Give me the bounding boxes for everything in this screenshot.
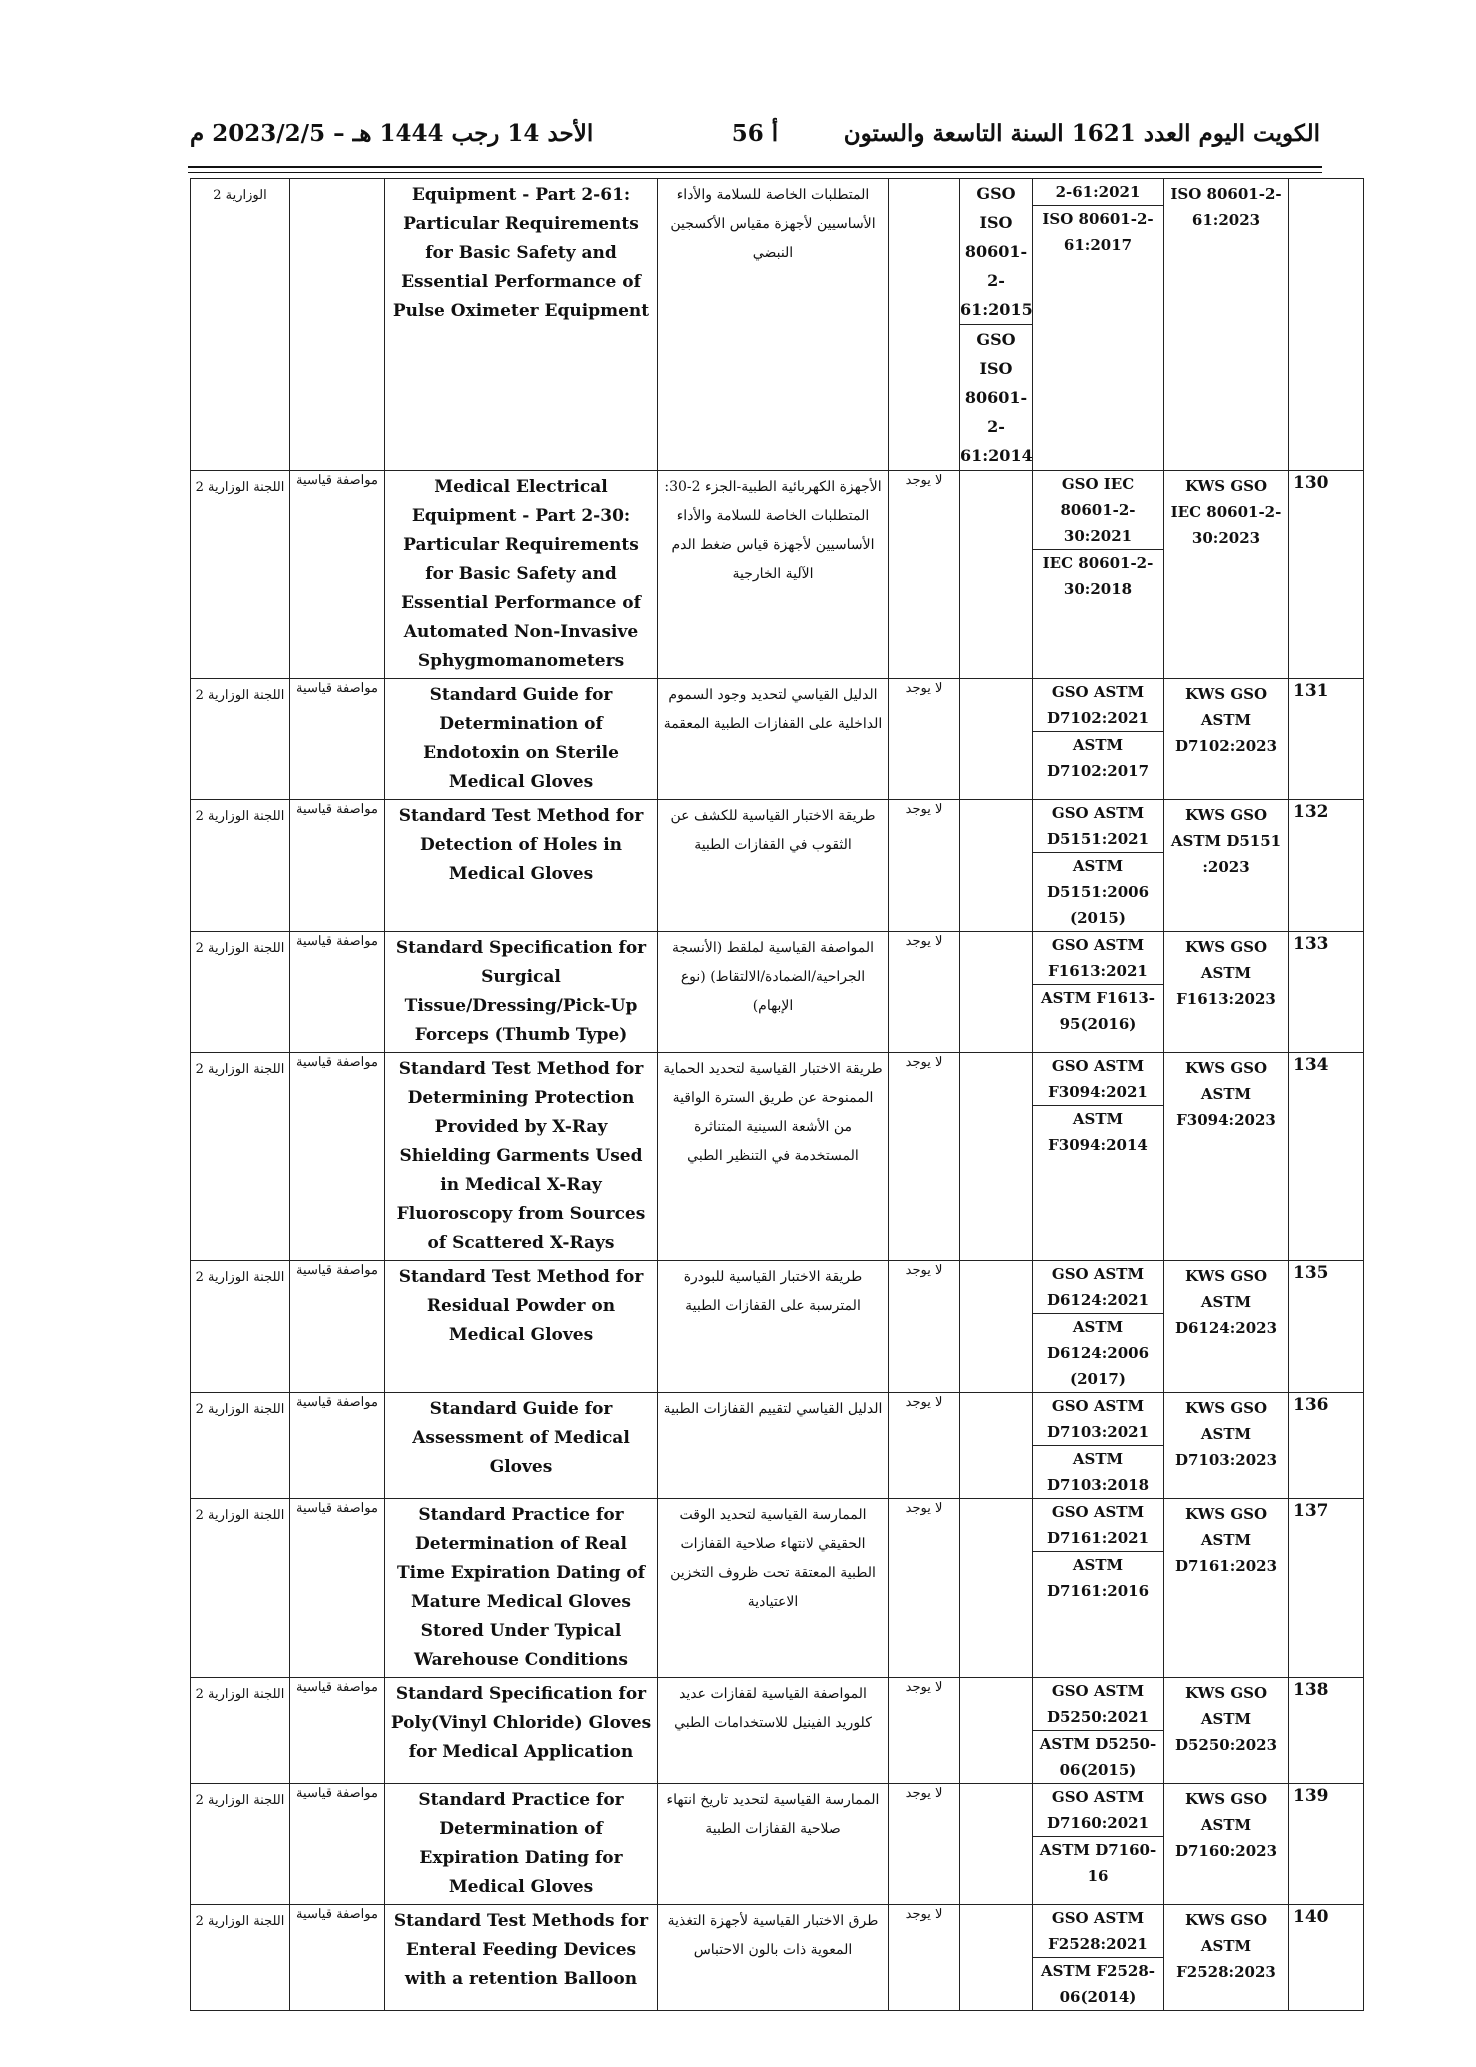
reference-standard: ASTM D5151:2006 (2015) <box>1046 857 1150 927</box>
gso-standards <box>960 471 1033 679</box>
gso-standard: GSO ISO 80601-2-61:2015 <box>960 179 1032 325</box>
row-number: 138 <box>1289 1678 1364 1784</box>
kws-standard-code: KWS GSO ASTM F1613:2023 <box>1164 932 1289 1053</box>
header-rule-thick <box>188 166 1322 168</box>
equivalent-standard: لا يوجد <box>889 471 960 679</box>
table-row <box>191 679 1364 800</box>
document-type <box>290 179 385 471</box>
arabic-title: طرق الاختبار القياسية لأجهزة التغذية المعوية ذات بالون الاحتباس <box>658 1905 889 2011</box>
arabic-title: طريقة الاختبار القياسية لتحديد الحماية الممنوحة عن طريق السترة الواقية من الأشعة السينية المتناثرة المستخدمة في التنظير الطبي <box>658 1053 889 1261</box>
english-title: Standard Practice for Determination of Expiration Dating for Medical Gloves <box>385 1784 658 1905</box>
committee: اللجنة الوزارية 2 <box>191 1905 290 2011</box>
row-number: 139 <box>1289 1784 1364 1905</box>
equivalent-standard: لا يوجد <box>889 800 960 932</box>
committee: اللجنة الوزارية 2 <box>191 471 290 679</box>
reference-standards <box>1033 1499 1164 1678</box>
document-type: مواصفة قياسية <box>290 1678 385 1784</box>
document-type: مواصفة قياسية <box>290 1499 385 1678</box>
table-row <box>191 1678 1364 1784</box>
reference-standard: ASTM D7161:2016 <box>1046 1556 1150 1600</box>
equivalent-standard: لا يوجد <box>889 1261 960 1393</box>
standards-table <box>190 178 1364 2011</box>
gso-standards <box>960 1261 1033 1393</box>
row-number: 130 <box>1289 471 1364 679</box>
document-type: مواصفة قياسية <box>290 679 385 800</box>
committee: اللجنة الوزارية 2 <box>191 1261 290 1393</box>
reference-standards <box>1033 1053 1164 1261</box>
arabic-title: الأجهزة الكهربائية الطبية-الجزء 2-30: المتطلبات الخاصة للسلامة والأداء الأساسيين لأجهزة قياس ضغط الدم الآلية الخارجية <box>658 471 889 679</box>
row-number: 140 <box>1289 1905 1364 2011</box>
reference-standard: ASTM D7103:2018 <box>1046 1450 1150 1494</box>
row-number: 135 <box>1289 1261 1364 1393</box>
reference-standards <box>1033 1261 1164 1393</box>
document-type: مواصفة قياسية <box>290 1393 385 1499</box>
reference-standards <box>1033 679 1164 800</box>
document-type: مواصفة قياسية <box>290 800 385 932</box>
reference-standard: GSO ASTM D5250:2021 <box>1033 1678 1163 1731</box>
reference-standard: ASTM F2528-06(2014) <box>1040 1962 1156 2006</box>
document-type: مواصفة قياسية <box>290 1053 385 1261</box>
kws-standard-code: KWS GSO ASTM F2528:2023 <box>1164 1905 1289 2011</box>
arabic-title: المتطلبات الخاصة للسلامة والأداء الأساسيين لأجهزة مقياس الأكسجين النبضي <box>658 179 889 471</box>
reference-standards <box>1033 1678 1164 1784</box>
equivalent-standard: لا يوجد <box>889 932 960 1053</box>
reference-standard: ASTM D7102:2017 <box>1046 736 1150 780</box>
arabic-title: الممارسة القياسية لتحديد الوقت الحقيقي لانتهاء صلاحية القفازات الطبية المعتقة تحت ظروف التخزين الاعتيادية <box>658 1499 889 1678</box>
gso-standards <box>960 1905 1033 2011</box>
table-row <box>191 800 1364 932</box>
gso-standards <box>960 679 1033 800</box>
committee: اللجنة الوزارية 2 <box>191 1784 290 1905</box>
table-row <box>191 1784 1364 1905</box>
gso-standard: GSO ISO 80601-2-61:2014 <box>960 330 1033 465</box>
gazette-issue-title: الكويت اليوم العدد 1621 السنة التاسعة والستون <box>843 120 1320 147</box>
arabic-title: الدليل القياسي لتقييم القفازات الطبية <box>658 1393 889 1499</box>
document-type: مواصفة قياسية <box>290 471 385 679</box>
reference-standards <box>1033 1393 1164 1499</box>
table-row <box>191 1261 1364 1393</box>
gso-standards <box>960 1053 1033 1261</box>
document-type: مواصفة قياسية <box>290 1261 385 1393</box>
header-rule-thin <box>188 172 1322 173</box>
reference-standards <box>1033 932 1164 1053</box>
equivalent-standard: لا يوجد <box>889 1393 960 1499</box>
kws-standard-code: ISO 80601-2-61:2023 <box>1164 179 1289 471</box>
committee: اللجنة الوزارية 2 <box>191 1678 290 1784</box>
reference-standards <box>1033 179 1164 471</box>
gso-standards <box>960 1393 1033 1499</box>
kws-standard-code: KWS GSO ASTM D7102:2023 <box>1164 679 1289 800</box>
kws-standard-code: KWS GSO IEC 80601-2-30:2023 <box>1164 471 1289 679</box>
table-row <box>191 471 1364 679</box>
reference-standard: ISO 80601-2-61:2017 <box>1042 210 1154 254</box>
reference-standard: GSO ASTM F1613:2021 <box>1033 932 1163 985</box>
english-title: Standard Guide for Assessment of Medical Gloves <box>385 1393 658 1499</box>
kws-standard-code: KWS GSO ASTM D7103:2023 <box>1164 1393 1289 1499</box>
document-type: مواصفة قياسية <box>290 1905 385 2011</box>
kws-standard-code: KWS GSO ASTM D7160:2023 <box>1164 1784 1289 1905</box>
gso-standards <box>960 800 1033 932</box>
gso-standards <box>960 1499 1033 1678</box>
reference-standard: GSO ASTM D5151:2021 <box>1033 800 1163 853</box>
english-title: Standard Test Methods for Enteral Feeding Devices with a retention Balloon <box>385 1905 658 2011</box>
english-title: Standard Specification for Poly(Vinyl Chloride) Gloves for Medical Application <box>385 1678 658 1784</box>
kws-standard-code: KWS GSO ASTM F3094:2023 <box>1164 1053 1289 1261</box>
table-row <box>191 932 1364 1053</box>
reference-standards <box>1033 1905 1164 2011</box>
committee: اللجنة الوزارية 2 <box>191 800 290 932</box>
document-type: مواصفة قياسية <box>290 932 385 1053</box>
equivalent-standard: لا يوجد <box>889 1499 960 1678</box>
table-row <box>191 1905 1364 2011</box>
reference-standard: GSO IEC 80601-2-30:2021 <box>1033 471 1163 550</box>
reference-standard: ASTM D5250-06(2015) <box>1039 1735 1157 1779</box>
reference-standard: ASTM F1613-95(2016) <box>1040 989 1156 1033</box>
equivalent-standard <box>889 179 960 471</box>
reference-standards <box>1033 471 1164 679</box>
publication-date: الأحد 14 رجب 1444 هـ – 2023/2/5 م <box>190 120 594 147</box>
english-title: Equipment - Part 2-61: Particular Requirements for Basic Safety and Essential Performance of Pulse Oximeter Equipment <box>385 179 658 471</box>
reference-standard: 2-61:2021 <box>1033 179 1163 206</box>
table-row <box>191 1053 1364 1261</box>
equivalent-standard: لا يوجد <box>889 1678 960 1784</box>
english-title: Standard Guide for Determination of Endotoxin on Sterile Medical Gloves <box>385 679 658 800</box>
arabic-title: الممارسة القياسية لتحديد تاريخ انتهاء صلاحية القفازات الطبية <box>658 1784 889 1905</box>
committee: اللجنة الوزارية 2 <box>191 679 290 800</box>
kws-standard-code: KWS GSO ASTM D5250:2023 <box>1164 1678 1289 1784</box>
committee: اللجنة الوزارية 2 <box>191 932 290 1053</box>
reference-standard: GSO ASTM F2528:2021 <box>1033 1905 1163 1958</box>
reference-standards <box>1033 800 1164 932</box>
arabic-title: المواصفة القياسية لملقط (الأنسجة الجراحية/الضمادة/الالتقاط) (نوع الإبهام) <box>658 932 889 1053</box>
english-title: Standard Test Method for Residual Powder on Medical Gloves <box>385 1261 658 1393</box>
reference-standard: GSO ASTM F3094:2021 <box>1033 1053 1163 1106</box>
arabic-title: الدليل القياسي لتحديد وجود السموم الداخلية على القفازات الطبية المعقمة <box>658 679 889 800</box>
equivalent-standard: لا يوجد <box>889 1905 960 2011</box>
kws-standard-code: KWS GSO ASTM D7161:2023 <box>1164 1499 1289 1678</box>
committee: اللجنة الوزارية 2 <box>191 1499 290 1678</box>
reference-standard: GSO ASTM D7102:2021 <box>1033 679 1163 732</box>
reference-standard: IEC 80601-2-30:2018 <box>1042 554 1154 598</box>
committee: اللجنة الوزارية 2 <box>191 1053 290 1261</box>
document-type: مواصفة قياسية <box>290 1784 385 1905</box>
table-row <box>191 1393 1364 1499</box>
english-title: Standard Practice for Determination of Real Time Expiration Dating of Mature Medical Gloves Stored Under Typical Warehouse Conditions <box>385 1499 658 1678</box>
page-header <box>190 120 1320 160</box>
table-row <box>191 179 1364 471</box>
english-title: Standard Test Method for Determining Protection Provided by X-Ray Shielding Garments Used in Medical X-Ray Fluoroscopy from Sources of Scattered X-Rays <box>385 1053 658 1261</box>
equivalent-standard: لا يوجد <box>889 679 960 800</box>
gso-standards <box>960 179 1033 471</box>
english-title: Medical Electrical Equipment - Part 2-30: Particular Requirements for Basic Safety and Essential Performance of Automated Non-Invasive Sphygmomanometers <box>385 471 658 679</box>
reference-standard: ASTM D7160-16 <box>1039 1841 1157 1885</box>
kws-standard-code: KWS GSO ASTM D6124:2023 <box>1164 1261 1289 1393</box>
committee: اللجنة الوزارية 2 <box>191 1393 290 1499</box>
row-number: 137 <box>1289 1499 1364 1678</box>
arabic-title: طريقة الاختبار القياسية للكشف عن الثقوب في القفازات الطبية <box>658 800 889 932</box>
gso-standards <box>960 1784 1033 1905</box>
row-number: 132 <box>1289 800 1364 932</box>
committee: الوزارية 2 <box>191 179 290 471</box>
reference-standard: ASTM F3094:2014 <box>1048 1110 1148 1154</box>
equivalent-standard: لا يوجد <box>889 1784 960 1905</box>
reference-standards <box>1033 1784 1164 1905</box>
kws-standard-code: KWS GSO ASTM D5151 :2023 <box>1164 800 1289 932</box>
arabic-title: المواصفة القياسية لقفازات عديد كلوريد الفينيل للاستخدامات الطبي <box>658 1678 889 1784</box>
reference-standard: GSO ASTM D7161:2021 <box>1033 1499 1163 1552</box>
row-number <box>1289 179 1364 471</box>
standards-table-body <box>191 179 1364 2011</box>
reference-standard: GSO ASTM D7103:2021 <box>1033 1393 1163 1446</box>
row-number: 136 <box>1289 1393 1364 1499</box>
gso-standards <box>960 932 1033 1053</box>
page-number: أ 56 <box>731 120 779 147</box>
reference-standard: GSO ASTM D6124:2021 <box>1033 1261 1163 1314</box>
equivalent-standard: لا يوجد <box>889 1053 960 1261</box>
table-row <box>191 1499 1364 1678</box>
english-title: Standard Specification for Surgical Tissue/Dressing/Pick-Up Forceps (Thumb Type) <box>385 932 658 1053</box>
gso-standards <box>960 1678 1033 1784</box>
row-number: 133 <box>1289 932 1364 1053</box>
row-number: 134 <box>1289 1053 1364 1261</box>
reference-standard: GSO ASTM D7160:2021 <box>1033 1784 1163 1837</box>
english-title: Standard Test Method for Detection of Holes in Medical Gloves <box>385 800 658 932</box>
arabic-title: طريقة الاختبار القياسية للبودرة المترسبة على القفازات الطبية <box>658 1261 889 1393</box>
reference-standard: ASTM D6124:2006 (2017) <box>1046 1318 1150 1388</box>
row-number: 131 <box>1289 679 1364 800</box>
